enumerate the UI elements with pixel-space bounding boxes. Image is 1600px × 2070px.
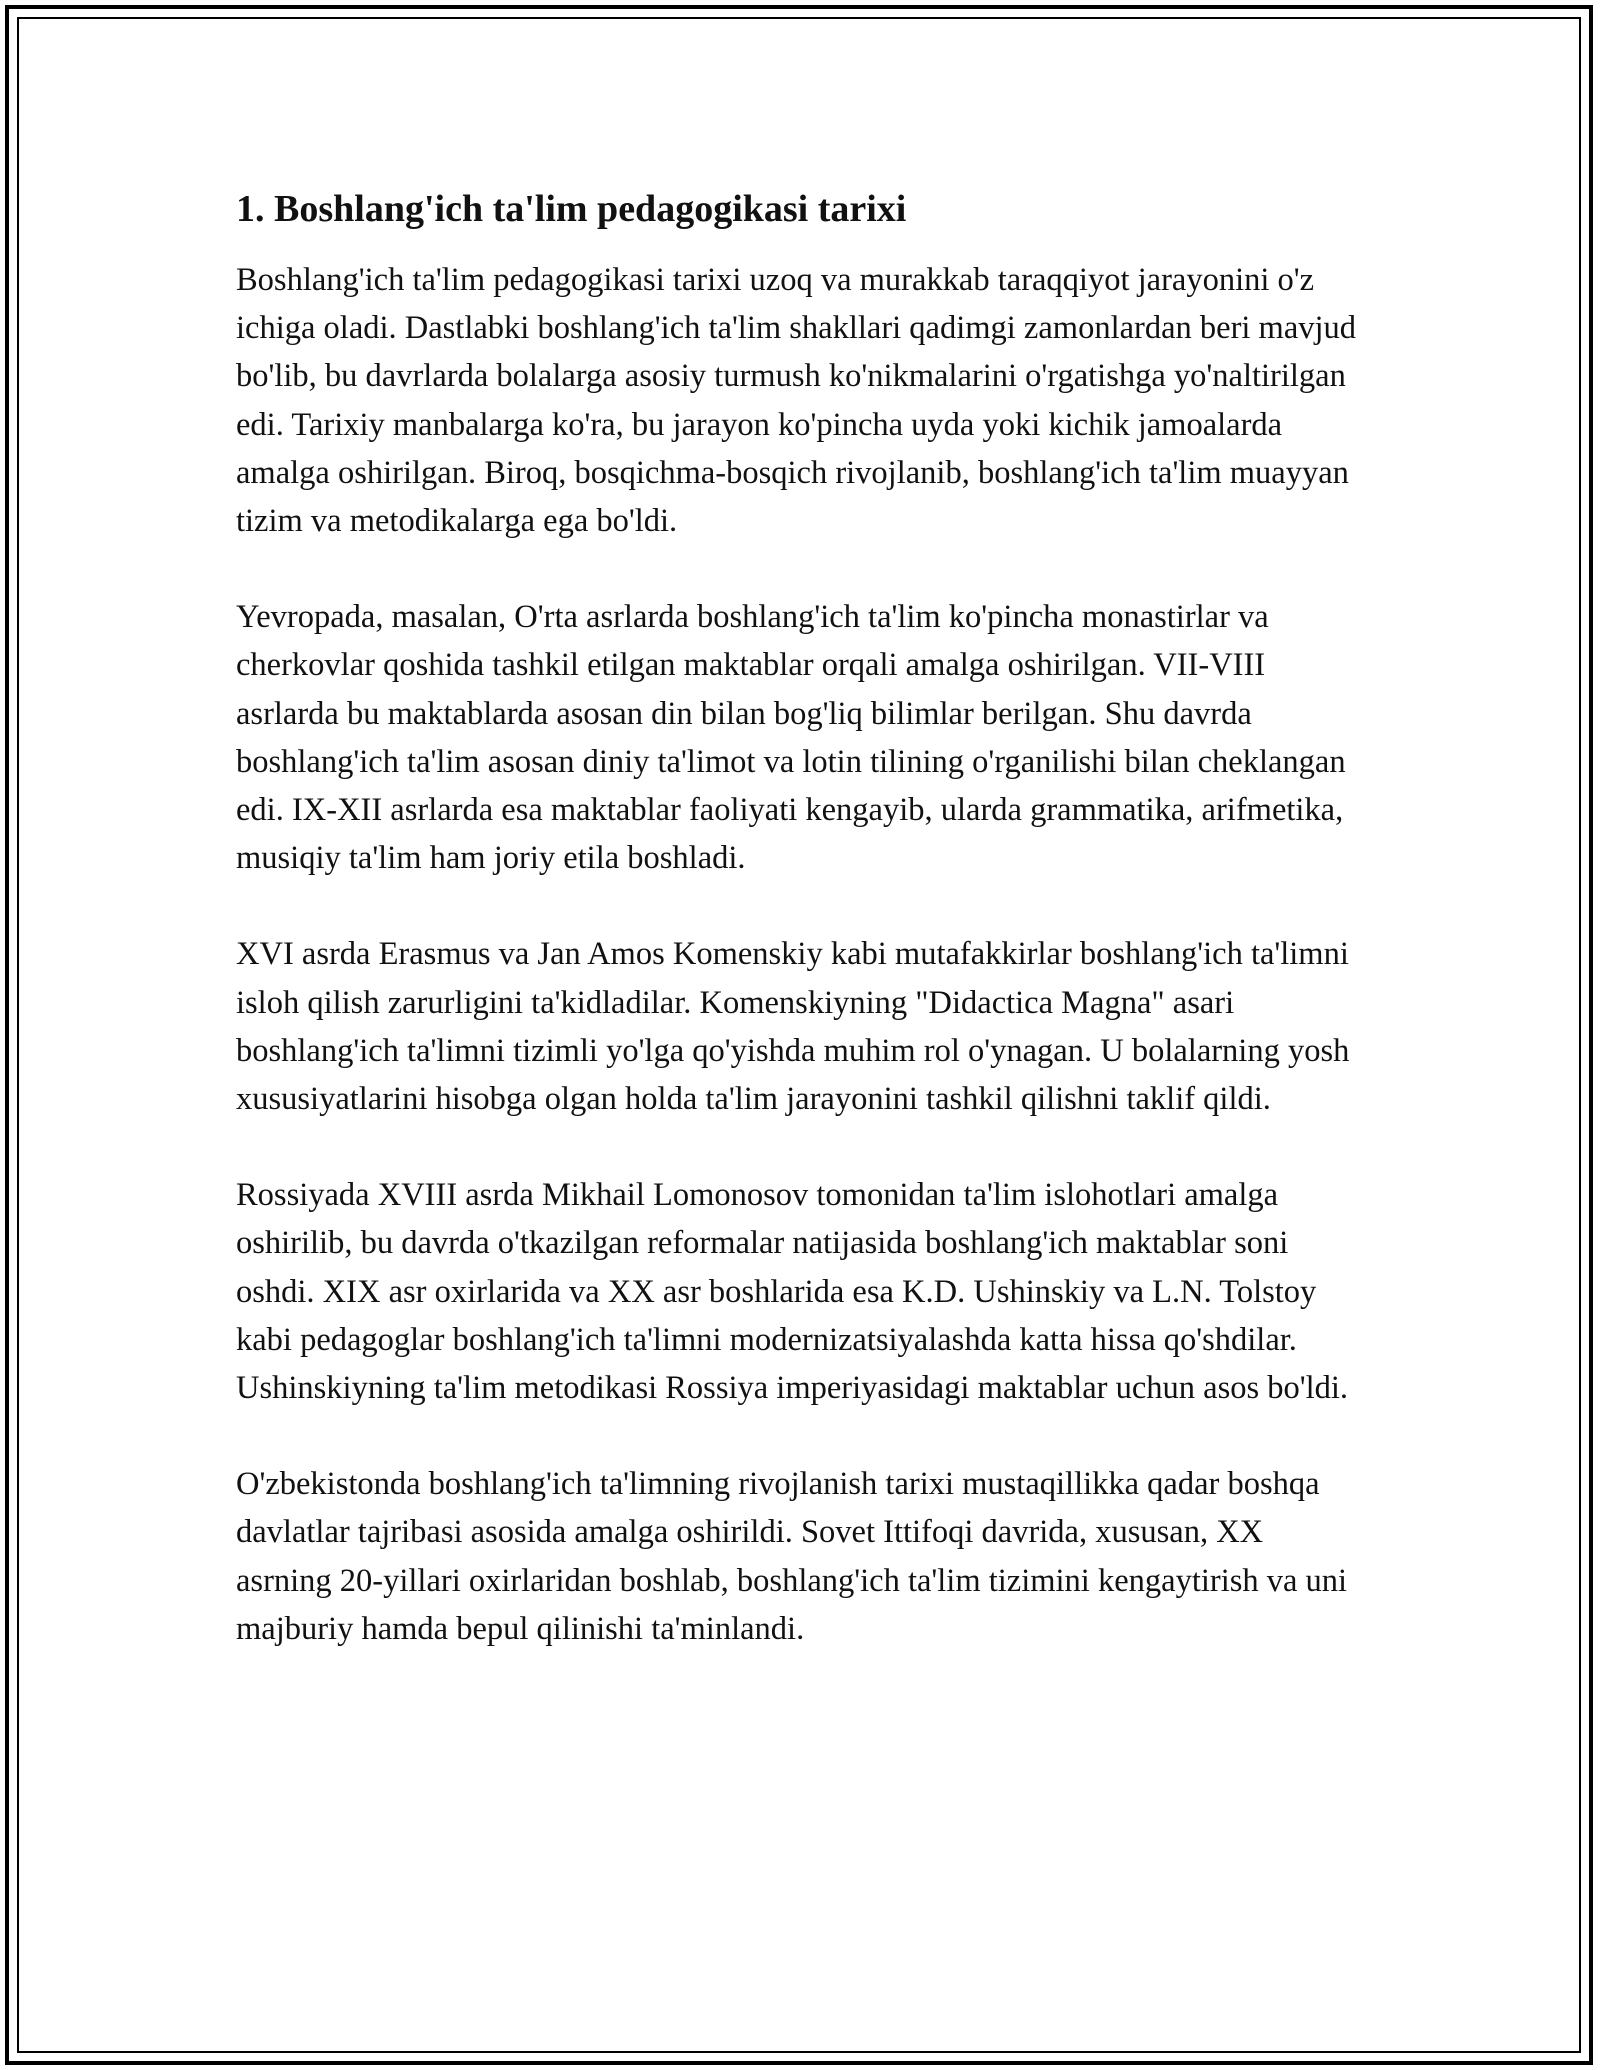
paragraph-1: Boshlang'ich ta'lim pedagogikasi tarixi uzoq va murakkab taraqqiyot jarayonini o'z ichiga oladi. Dastlabki boshlang'ich ta'lim shakllari qadimgi zamonlardan beri mavjud bo'lib, bu davrlarda bolalarga asosiy turmush ko'nikmalarini o'rgatishga yo'naltirilgan edi. Tarixiy manbalarga ko'ra, bu jarayon ko'pincha uyda yoki kichik jamoalarda amalga oshirilgan. Biroq, bosqichma-bosqich rivojlanib, boshlang'ich ta'lim muayyan tizim va metodikalarga ega bo'ldi. bbox=[236, 262, 1357, 540]
paragraph-3: XVI asrda Erasmus va Jan Amos Komenskiy kabi mutafakkirlar boshlang'ich ta'limni isloh qilish zarurligini ta'kidladilar. Komenskiyning "Didactica Magna" asari boshlang'ich ta'limni tizimli yo'lga qo'yishda muhim rol o'ynagan. U bolalarning yosh xususiyatlarini hisobga olgan holda ta'lim jarayonini tashkil qilishni taklif qildi. bbox=[236, 936, 1350, 1118]
section-heading: 1. Boshlang'ich ta'lim pedagogikasi tarixi bbox=[236, 188, 907, 230]
paragraph-2: Yevropada, masalan, O'rta asrlarda boshlang'ich ta'lim ko'pincha monastirlar va cherkovlar qoshida tashkil etilgan maktablar orqali amalga oshirilgan. VII-VIII asrlarda bu maktablarda asosan din bilan bog'liq bilimlar berilgan. Shu davrda boshlang'ich ta'lim asosan diniy ta'limot va lotin tilining o'rganilishi bilan cheklangan edi. IX-XII asrlarda esa maktablar faoliyati kengayib, ularda grammatika, arifmetika, musiqiy ta'lim ham joriy etila boshladi. bbox=[236, 599, 1346, 877]
document-page bbox=[236, 186, 1366, 1653]
paragraph-4: Rossiyada XVIII asrda Mikhail Lomonosov tomonidan ta'lim islohotlari amalga oshirilib, bu davrda o'tkazilgan reformalar natijasida boshlang'ich maktablar soni oshdi. XIX asr oxirlarida va XX asr boshlarida esa K.D. Ushinskiy va L.N. Tolstoy kabi pedagoglar boshlang'ich ta'limni modernizatsiyalashda katta hissa qo'shdilar. Ushinskiyning ta'lim metodikasi Rossiya imperiyasidagi maktablar uchun asos bo'ldi. bbox=[236, 1177, 1349, 1407]
paragraph-5: O'zbekistonda boshlang'ich ta'limning rivojlanish tarixi mustaqillikka qadar boshqa davlatlar tajribasi asosida amalga oshirildi. Sovet Ittifoqi davrida, xususan, XX asrning 20-yillari oxirlaridan boshlab, boshlang'ich ta'lim tizimini kengaytirish va uni majburiy hamda bepul qilinishi ta'minlandi. bbox=[236, 1466, 1348, 1647]
